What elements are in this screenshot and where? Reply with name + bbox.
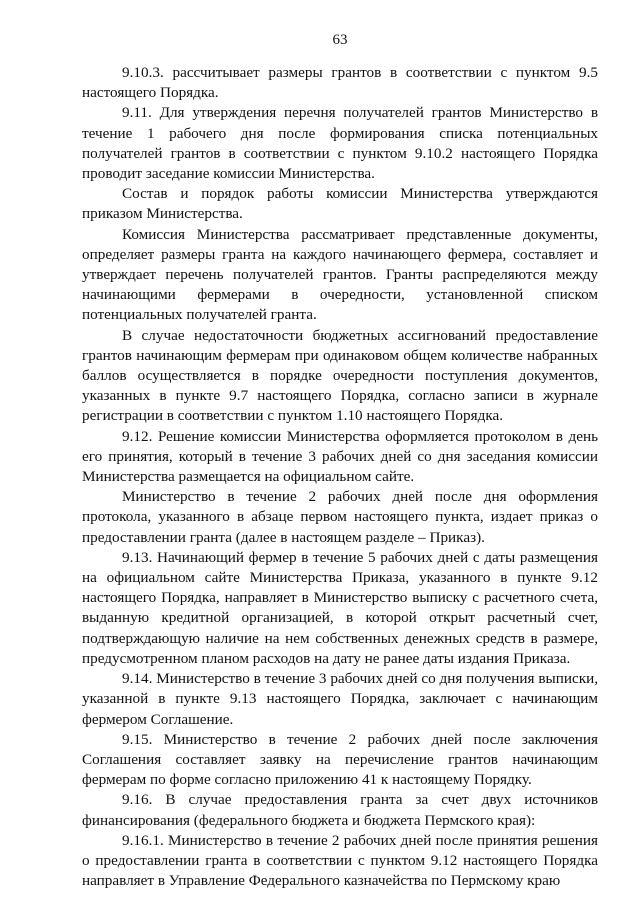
paragraph-9-14: 9.14. Министерство в течение 3 рабочих дней со дня получения выписки, указанной в пункте 9.13 настоящего Порядка, заключает с начинающим фермером Соглашение. <box>82 670 598 728</box>
document-body <box>82 63 598 891</box>
paragraph-commission-review: Комиссия Министерства рассматривает представленные документы, определяет размеры гранта на каждого начинающего фермера, составляет и утверждает перечень получателей грантов. Гранты распределяются между начинающими фермерами в очередности, установленной списком потенциальных получателей гранта. <box>82 225 598 324</box>
paragraph-9-16-1: 9.16.1. Министерство в течение 2 рабочих дней после принятия решения о предоставлении гранта в соответствии с пунктом 9.12 настоящего Порядка направляет в Управление Федерального казначейства по Пермскому краю <box>82 831 598 890</box>
paragraph-9-10-3: 9.10.3. рассчитывает размеры грантов в соответствии с пунктом 9.5 настоящего Порядка. <box>82 64 598 102</box>
paragraph-9-11: 9.11. Для утверждения перечня получателей грантов Министерство в течение 1 рабочего дня после формирования списка потенциальных получателей грантов в соответствии с пунктом 9.10.2 настоящего Порядка проводит заседание комиссии Министерства. <box>82 104 598 183</box>
paragraph-9-16: 9.16. В случае предоставления гранта за счет двух источников финансирования (федерального бюджета и бюджета Пермского края): <box>82 791 598 829</box>
paragraph-9-15: 9.15. Министерство в течение 2 рабочих дней после заключения Соглашения составляет заявку на перечисление грантов начинающим фермерам по форме согласно приложению 41 к настоящему Порядку. <box>82 730 598 789</box>
paragraph-9-13: 9.13. Начинающий фермер в течение 5 рабочих дней с даты размещения на официальном сайте Министерства Приказа, указанного в пункте 9.12 настоящего Порядка, направляет в Министерство выписку с расчетного счета, выданную кредитной организацией, в которой открыт расчетный счет, подтверждающую наличие на нем собственных денежных средств в размере, предусмотренном планом расходов на дату не ранее даты издания Приказа. <box>82 548 598 667</box>
paragraph-9-12: 9.12. Решение комиссии Министерства оформляется протоколом в день его принятия, который в течение 3 рабочих дней со дня заседания комиссии Министерства размещается на официальном сайте. <box>82 427 598 486</box>
paragraph-insufficient-funds: В случае недостаточности бюджетных ассигнований предоставление грантов начинающим фермерам при одинаковом общем количестве набранных баллов осуществляется в порядке очередности поступления документов, указанных в пункте 9.7 настоящего Порядка, согласно записи в журнале регистрации в соответствии с пунктом 1.10 настоящего Порядка. <box>82 326 598 425</box>
paragraph-order-issue: Министерство в течение 2 рабочих дней после дня оформления протокола, указанного в абзаце первом настоящего пункта, издает приказ о предоставлении гранта (далее в настоящем разделе – Приказ). <box>82 488 598 546</box>
page-number: 63 <box>332 32 348 48</box>
paragraph-commission-composition: Состав и порядок работы комиссии Министерства утверждаются приказом Министерства. <box>82 185 598 223</box>
